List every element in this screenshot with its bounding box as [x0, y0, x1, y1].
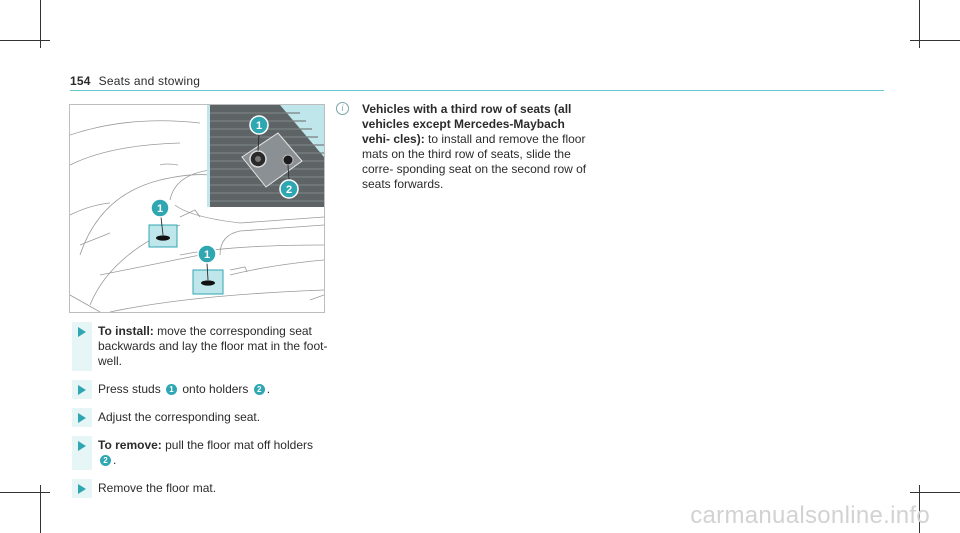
svg-text:2: 2	[285, 184, 293, 196]
crop-mark	[910, 40, 960, 41]
page-number: 154	[70, 74, 91, 88]
step-arrow-icon	[78, 441, 86, 451]
step-remove-mat	[72, 481, 330, 496]
callout-1-rear	[198, 245, 216, 263]
step-text: Remove the floor mat.	[98, 481, 217, 495]
step-text: Adjust the corresponding seat.	[98, 410, 261, 424]
note-heading: Vehicles with a third row of seats (all vehicles except Mercedes-Maybach vehi- cles):	[362, 102, 572, 146]
section-title: Seats and stowing	[98, 74, 201, 88]
step-press-studs	[72, 382, 330, 397]
step-text: Press studs	[98, 382, 165, 396]
instruction-steps	[72, 324, 330, 509]
callout-1-front	[151, 199, 169, 217]
svg-text:1: 1	[156, 203, 164, 215]
step-arrow-icon	[78, 327, 86, 337]
header-rule	[70, 90, 884, 91]
step-label: To install:	[98, 324, 154, 338]
callout-badge: 1	[166, 384, 177, 395]
floor-mat-illustration	[69, 104, 325, 313]
step-arrow-icon	[78, 385, 86, 395]
svg-text:1: 1	[255, 120, 263, 132]
crop-mark	[0, 40, 50, 41]
step-arrow-icon	[78, 413, 86, 423]
step-adjust-seat	[72, 410, 330, 425]
callout-badge: 2	[254, 384, 265, 395]
callout-2-inset	[280, 180, 298, 198]
crop-mark	[910, 492, 960, 493]
callout-1-inset	[250, 116, 268, 134]
info-note	[336, 102, 596, 192]
step-arrow-icon	[78, 484, 86, 494]
note-body: to install and remove the floor mats on the third row of seats, slide the corre- sponding seat on the second row of seats forwards.	[362, 132, 587, 191]
crop-mark	[0, 492, 50, 493]
step-text: .	[266, 382, 271, 396]
svg-text:1: 1	[203, 249, 211, 261]
watermark: carmanualsonline.info	[690, 502, 930, 529]
step-to-install	[72, 324, 330, 369]
note-text	[362, 102, 596, 192]
illustration-svg	[70, 105, 324, 312]
step-label: To remove:	[98, 438, 162, 452]
step-text: onto holders	[179, 382, 252, 396]
step-to-remove	[72, 438, 330, 468]
info-icon: i	[336, 102, 349, 115]
callout-badge: 2	[100, 455, 111, 466]
page-header	[70, 74, 200, 88]
step-text: move the corresponding seat backwards and lay the floor mat in the foot- well.	[98, 324, 328, 368]
step-text: .	[113, 453, 117, 467]
step-text: pull the floor mat off holders	[161, 438, 313, 452]
